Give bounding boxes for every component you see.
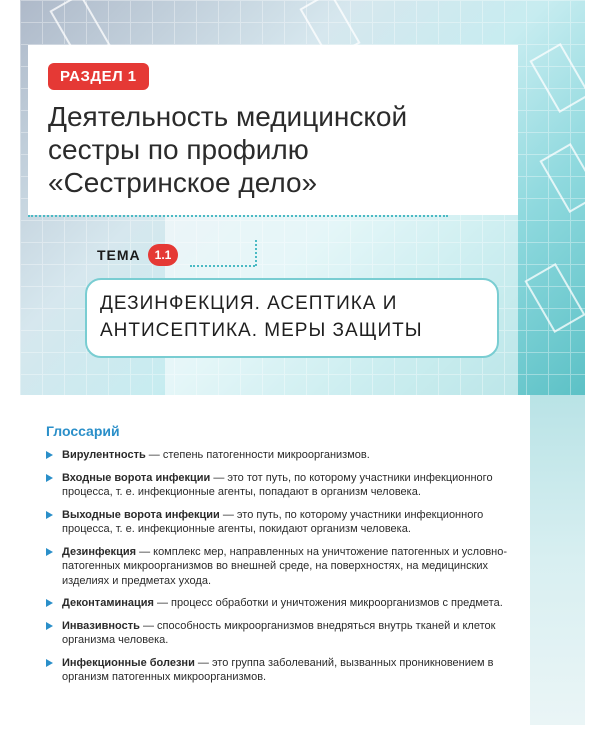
glossary-definition: — это путь, по которому участники инфекционного процесса, т. е. инфекционные агенты, покидают организм человека. (62, 508, 484, 535)
glossary-title: Глоссарий (46, 423, 120, 439)
theme-number-badge: 1.1 (148, 244, 178, 266)
theme-dotted-line-vertical (255, 240, 257, 266)
glossary-term: Инфекционные болезни (62, 656, 195, 669)
glossary-item (46, 508, 516, 537)
bullet-triangle-icon (46, 511, 53, 519)
glossary-definition: — степень патогенности микроорганизмов. (145, 449, 370, 461)
glossary-term: Деконтаминация (62, 597, 154, 609)
glossary-item (46, 471, 516, 500)
glossary-term: Дезинфекция (62, 545, 137, 558)
glossary-term: Выходные ворота инфекции (62, 508, 220, 521)
glossary-item (46, 448, 516, 463)
glossary-definition: — это группа заболеваний, вызванных проникновением в организм патогенных микроорганизмов. (62, 656, 494, 683)
glossary-definition: — это тот путь, по которому участники инфекционного процесса, т. е. инфекционные агенты, попадают в организм человека. (62, 471, 493, 498)
glossary-definition: — комплекс мер, направленных на уничтожение патогенных и условно-патогенных микроорганизмов во внешней среде, на поверхностях, на медицинских изделиях и предметах ухода. (62, 545, 508, 587)
side-background-strip (530, 395, 585, 725)
dotted-divider (28, 215, 448, 217)
glossary-item (46, 656, 516, 685)
topic-title: ДЕЗИНФЕКЦИЯ. АСЕПТИКА И АНТИСЕПТИКА. МЕРЫ ЗАЩИТЫ (100, 293, 423, 341)
bullet-triangle-icon (46, 451, 53, 459)
section-title: Деятельность медицинской сестры по профилю «Сестринское дело» (48, 101, 408, 198)
glossary-list (46, 448, 516, 693)
bullet-triangle-icon (46, 622, 53, 630)
glossary-term: Входные ворота инфекции (62, 471, 211, 484)
glossary-item (46, 619, 516, 648)
bullet-triangle-icon (46, 548, 53, 556)
glossary-term: Вирулентность (62, 449, 146, 461)
bullet-triangle-icon (46, 659, 53, 667)
bullet-triangle-icon (46, 599, 53, 607)
theme-dotted-line (190, 265, 255, 267)
glossary-item (46, 545, 516, 589)
glossary-definition: — процесс обработки и уничтожения микроорганизмов с предмета. (153, 597, 503, 609)
glossary-term: Инвазивность (62, 619, 140, 632)
theme-label: ТЕМА (97, 247, 141, 263)
bullet-triangle-icon (46, 474, 53, 482)
glossary-item (46, 596, 516, 611)
section-badge: РАЗДЕЛ 1 (48, 63, 149, 90)
glossary-definition: — способность микроорганизмов внедряться внутрь тканей и клеток организма человека. (62, 619, 496, 646)
